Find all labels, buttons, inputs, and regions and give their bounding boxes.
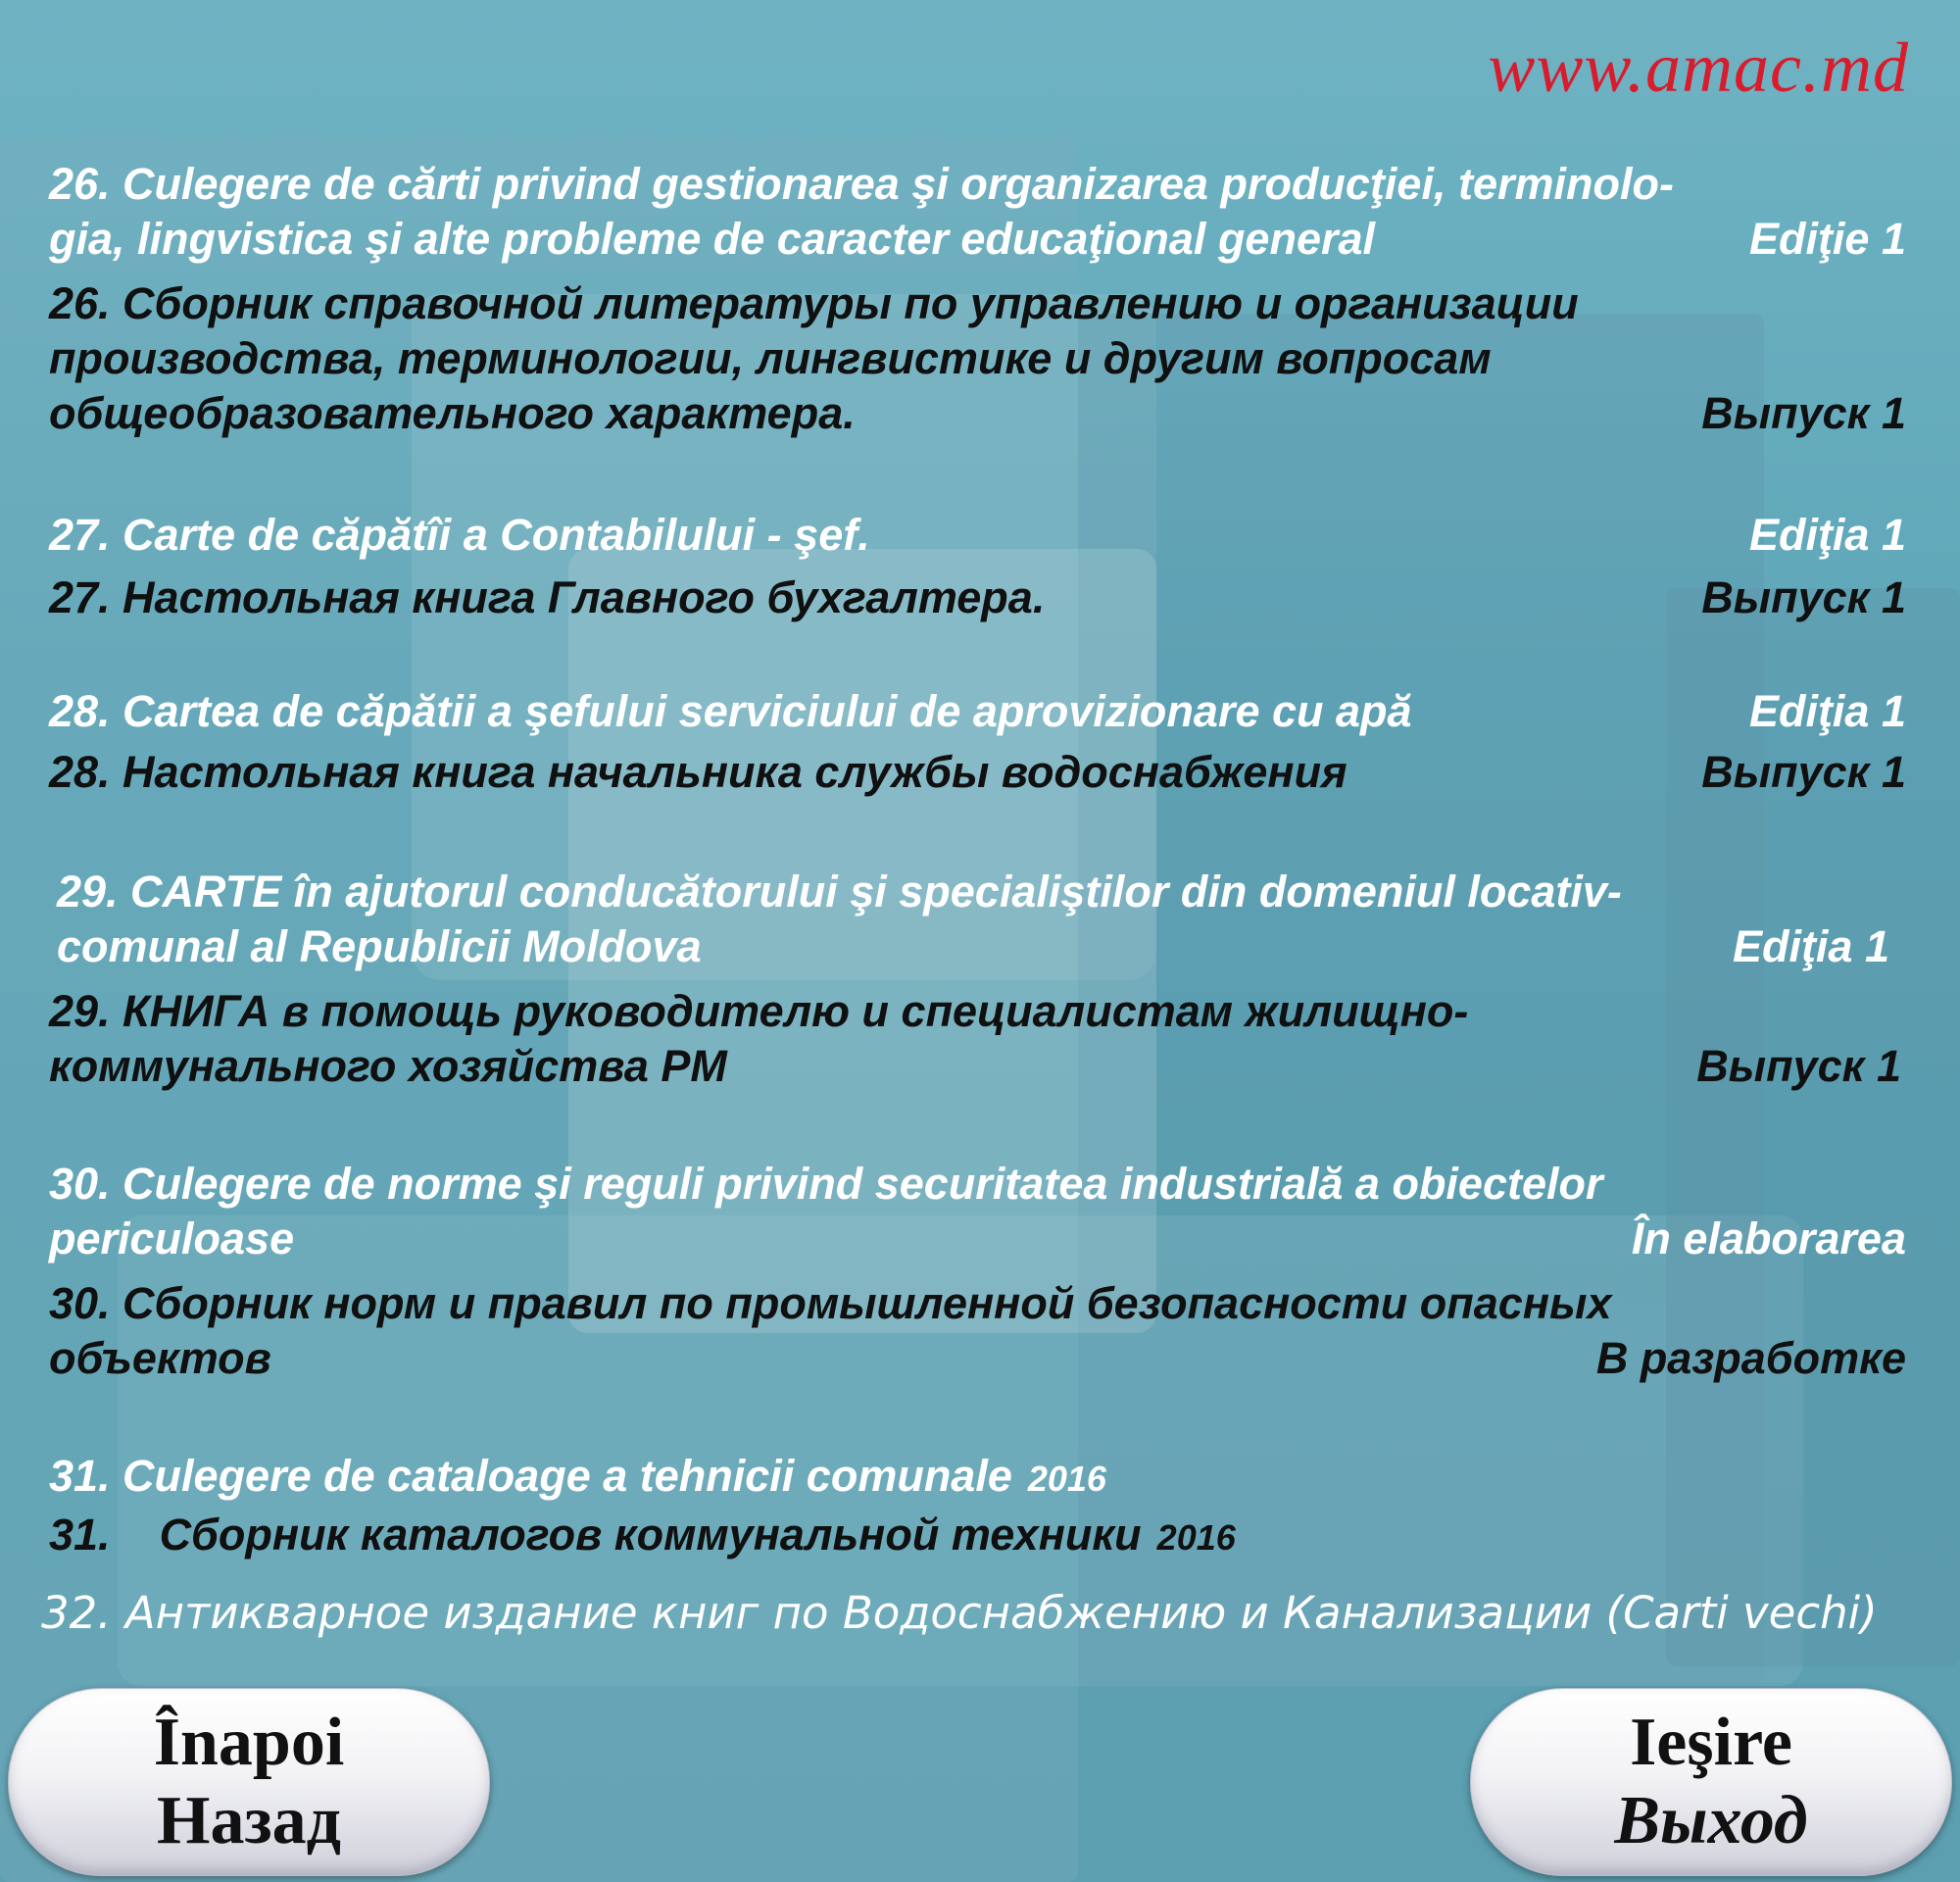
back-button-label-ru: Назад bbox=[157, 1783, 341, 1858]
entry-title-line: 27. Настольная книга Главного бухгалтера. bbox=[49, 572, 1046, 622]
catalog-entry-27-ru[interactable] bbox=[49, 570, 1906, 625]
edition-status: Ediţia 1 bbox=[1748, 686, 1906, 736]
entry-title-line: comunal al Republicii Moldova bbox=[57, 921, 702, 971]
edition-status: Ediţie 1 bbox=[1748, 214, 1906, 264]
entry-title-line: 28. Настольная книга начальника службы водоснабжения bbox=[49, 747, 1348, 797]
entry-title-line: 27. Carte de căpătîi a Contabilului - şef. bbox=[49, 510, 870, 560]
catalog-entry-32[interactable]: 32. Антикварное издание книг по Водоснабжению и Канализации (Carti vechi) bbox=[41, 1587, 1878, 1639]
catalog-entry-30-ru[interactable] bbox=[49, 1276, 1906, 1386]
catalog-entry-26-ro[interactable] bbox=[49, 157, 1906, 267]
entry-title-line: 26. Culegere de cărti privind gestionarea şi organizarea producţiei, terminolo- bbox=[49, 159, 1674, 209]
catalog-entry-28-ro[interactable] bbox=[49, 684, 1906, 739]
website-link[interactable]: www.amac.md bbox=[1488, 28, 1909, 107]
edition-status: Выпуск 1 bbox=[1696, 1041, 1901, 1091]
entry-title-line: 31. Culegere de cataloage a tehnicii comunale bbox=[49, 1451, 1012, 1501]
back-button[interactable] bbox=[8, 1688, 490, 1876]
catalog-entry-30-ro[interactable] bbox=[49, 1157, 1906, 1266]
exit-button-label-ru: Выход bbox=[1614, 1783, 1808, 1858]
entry-title-line: коммунального хозяйства РМ bbox=[49, 1041, 727, 1091]
entry-title-line: 26. Сборник справочной литературы по управлению и организации bbox=[49, 278, 1579, 328]
edition-status: Выпуск 1 bbox=[1701, 747, 1906, 797]
entry-year: 2016 bbox=[1156, 1517, 1236, 1558]
catalog-entry-31-ru[interactable] bbox=[49, 1508, 1906, 1565]
exit-button-label-ro: Ieşire bbox=[1630, 1705, 1792, 1780]
catalog-entry-27-ro[interactable] bbox=[49, 508, 1906, 563]
edition-status: Выпуск 1 bbox=[1701, 388, 1906, 438]
entry-year: 2016 bbox=[1027, 1459, 1106, 1499]
edition-status: В разработке bbox=[1595, 1333, 1906, 1383]
entry-title-line: 29. CARTE în ajutorul conducătorului şi specialiştilor din domeniul locativ- bbox=[57, 867, 1622, 916]
catalog-entry-28-ru[interactable] bbox=[49, 745, 1906, 800]
entry-title-line: gia, lingvistica şi alte probleme de caracter educaţional general bbox=[49, 214, 1376, 264]
catalog-entry-29-ro[interactable] bbox=[57, 865, 1889, 974]
catalog-entry-31-ro[interactable] bbox=[49, 1449, 1906, 1507]
edition-status: Выпуск 1 bbox=[1701, 572, 1906, 622]
entry-title-line: 29. КНИГА в помощь руководителю и специалистам жилищно- bbox=[49, 986, 1469, 1036]
entry-title-line: periculoase bbox=[49, 1213, 295, 1263]
catalog-entry-29-ru[interactable] bbox=[49, 984, 1901, 1094]
entry-title-line: 30. Culegere de norme şi reguli privind securitatea industrială a obiectelor bbox=[49, 1159, 1603, 1209]
entry-number: 31. bbox=[49, 1510, 111, 1560]
edition-status: Ediţia 1 bbox=[1732, 921, 1889, 971]
entry-title-line: 30. Сборник норм и правил по промышленной безопасности опасных bbox=[49, 1278, 1612, 1328]
entry-title-line: Сборник каталогов коммунальной техники bbox=[159, 1510, 1142, 1560]
edition-status: În elaborarea bbox=[1631, 1213, 1906, 1263]
catalog-entry-26-ru[interactable] bbox=[49, 276, 1906, 441]
edition-status: Ediţia 1 bbox=[1748, 510, 1906, 560]
entry-title-line: 28. Cartea de căpătii a şefului serviciului de aprovizionare cu apă bbox=[49, 686, 1412, 736]
entry-title-line: производства, терминологии, лингвистике и другим вопросам bbox=[49, 333, 1492, 383]
exit-button[interactable] bbox=[1470, 1688, 1952, 1876]
back-button-label-ro: Înapoi bbox=[153, 1705, 345, 1780]
entry-title-line: объектов bbox=[49, 1333, 271, 1383]
entry-title-line: общеобразовательного характера. bbox=[49, 388, 856, 438]
